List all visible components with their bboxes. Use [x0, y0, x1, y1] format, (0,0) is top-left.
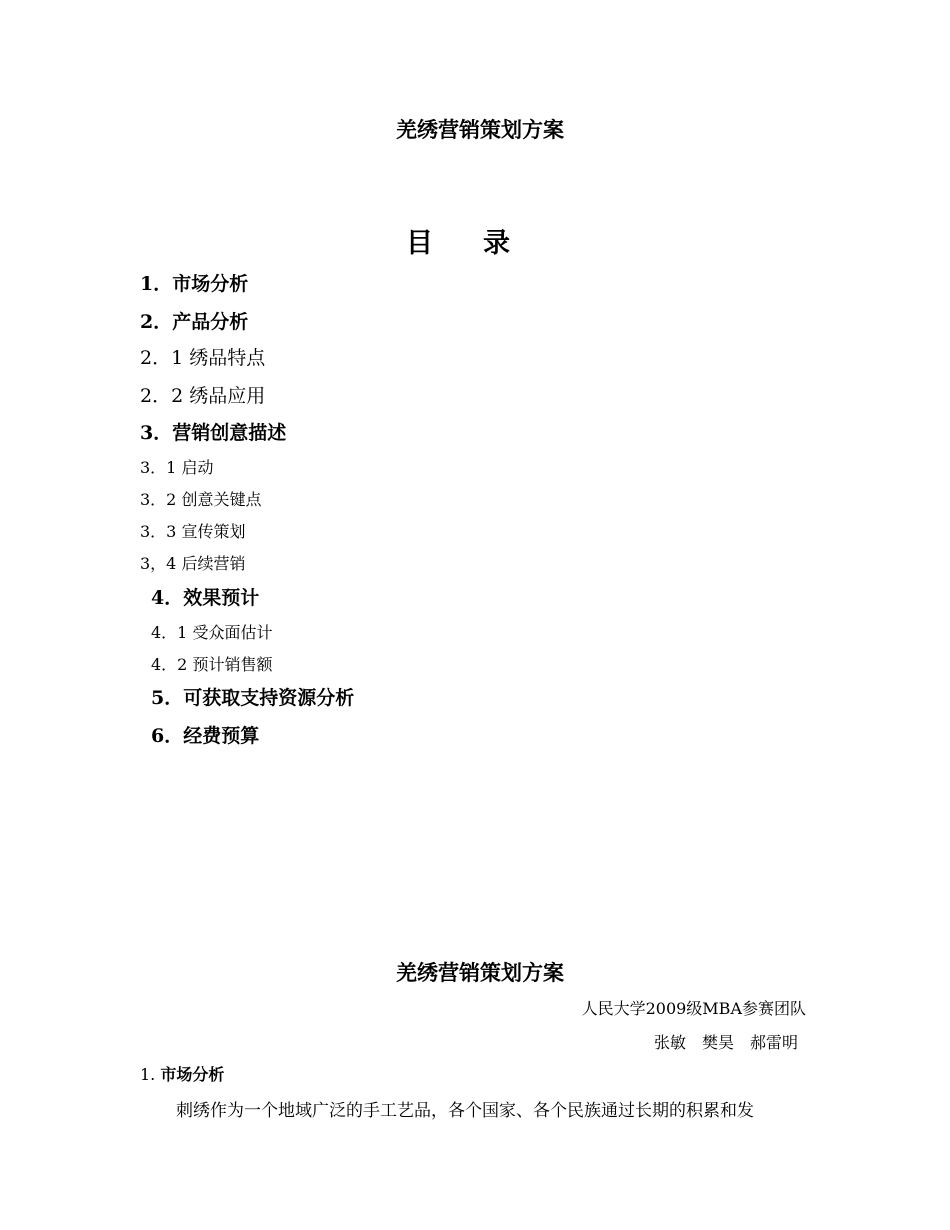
toc-item: 1．市场分析: [140, 273, 249, 295]
section-page-title: 羌绣营销策划方案: [396, 960, 564, 985]
section-title: 市场分析: [160, 1065, 225, 1084]
toc-item: 3．3 宣传策划: [140, 522, 246, 541]
toc-item: 3．营销创意描述: [140, 422, 287, 444]
team-members: 张敏 樊昊 郝雷明: [653, 1033, 798, 1052]
toc-item: 4．效果预计: [151, 587, 260, 609]
document-title: 羌绣营销策划方案: [396, 117, 564, 142]
team-name: 人民大学2009级MBA参赛团队: [581, 999, 806, 1018]
toc-item: 3．2 创意关键点: [140, 490, 262, 509]
toc-heading: 目录: [406, 228, 560, 259]
section-heading: [140, 1062, 224, 1085]
toc-item: 2．产品分析: [140, 311, 249, 333]
toc-item: 6．经费预算: [151, 725, 260, 747]
toc-item: 4．2 预计销售额: [151, 655, 273, 674]
toc-item: 5．可获取支持资源分析: [151, 687, 355, 709]
body-paragraph: 刺绣作为一个地域广泛的手工艺品，各个国家、各个民族通过长期的积累和发: [176, 1101, 754, 1121]
toc-item: 4．1 受众面估计: [151, 623, 273, 642]
toc-item: 3，4 后续营销: [140, 554, 246, 573]
toc-item: 2．2 绣品应用: [140, 385, 266, 407]
toc-item: 3．1 启动: [140, 458, 214, 477]
section-number: 1.: [140, 1065, 156, 1084]
toc-item: 2．1 绣品特点: [140, 347, 266, 369]
